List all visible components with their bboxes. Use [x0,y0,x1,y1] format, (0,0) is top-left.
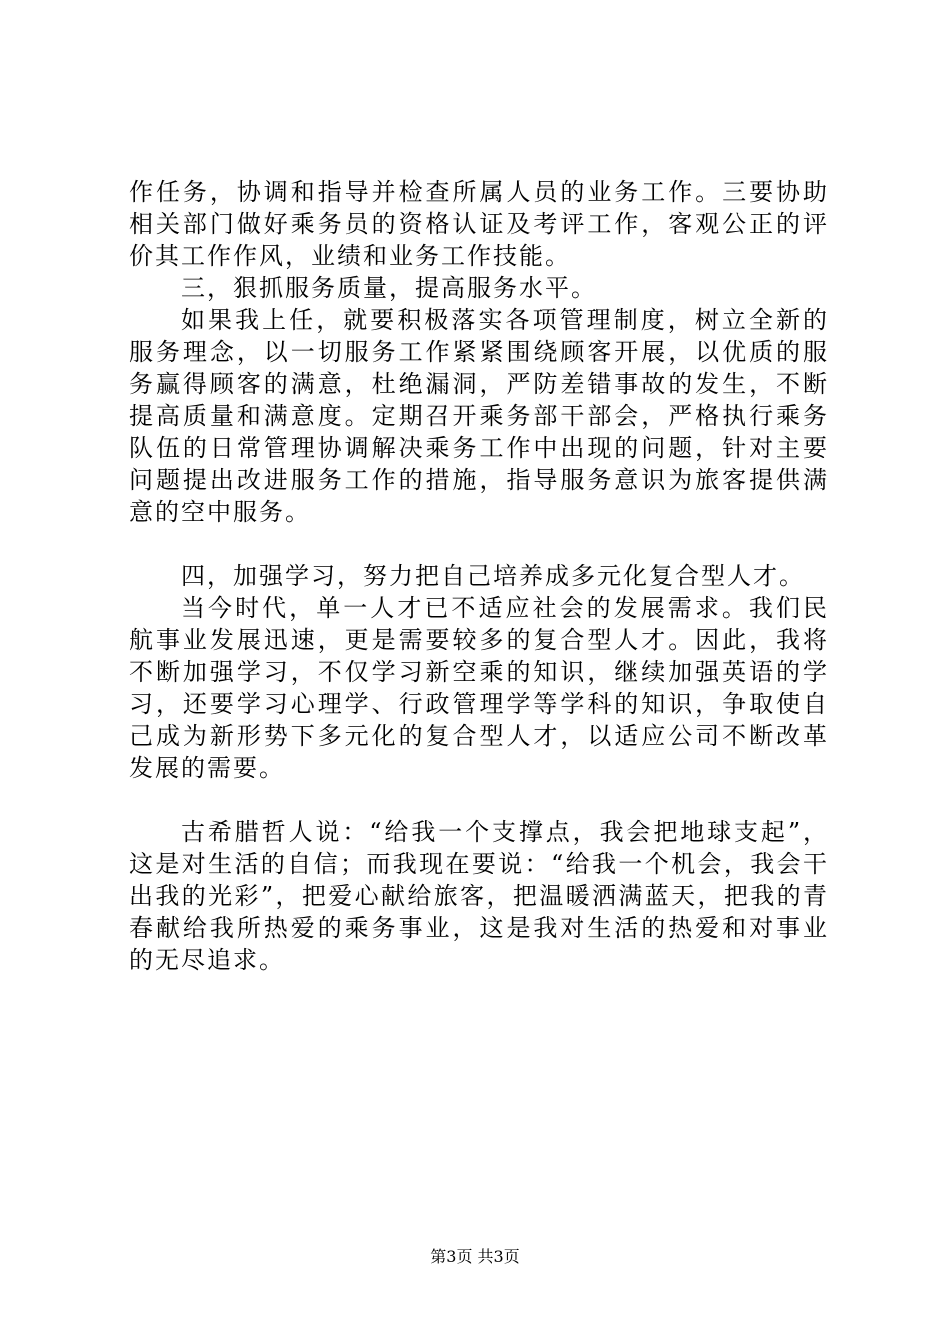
section-heading-service-quality: 三，狠抓服务质量，提高服务水平。 [181,274,597,302]
paragraph-continued-duties: 作任务，协调和指导并检查所属人员的业务工作。三要协助相关部门做好乘务员的资格认证及考评工作，客观公正的评价其工作作风，业绩和业务工作技能。 [129,178,829,270]
paragraph-learning: 当今时代，单一人才已不适应社会的发展需求。我们民航事业发展迅速，更是需要较多的复合型人才。因此，我将不断加强学习，不仅学习新空乘的知识，继续加强英语的学习，还要学习心理学、行政管理学等学科的知识，争取使自己成为新形势下多元化的复合型人才，以适应公司不断改革发展的需要。 [129,594,829,782]
page-number-footer: 第3页 共3页 [430,1247,520,1266]
paragraph-closing: 古希腊哲人说：“给我一个支撑点，我会把地球支起”，这是对生活的自信；而我现在要说：“给我一个机会，我会干出我的光彩”，把爱心献给旅客，把温暖洒满蓝天，把我的青春献给我所热爱的乘务事业，这是我对生活的热爱和对事业的无尽追求。 [129,818,829,974]
paragraph-service-quality: 如果我上任，就要积极落实各项管理制度，树立全新的服务理念，以一切服务工作紧紧围绕顾客开展，以优质的服务赢得顾客的满意，杜绝漏洞，严防差错事故的发生，不断提高质量和满意度。定期召开乘务部干部会，严格执行乘务队伍的日常管理协调解决乘务工作中出现的问题，针对主要问题提出改进服务工作的措施，指导服务意识为旅客提供满意的空中服务。 [129,306,829,526]
section-heading-learning: 四，加强学习，努力把自己培养成多元化复合型人才。 [181,562,805,590]
document-body [129,176,829,976]
